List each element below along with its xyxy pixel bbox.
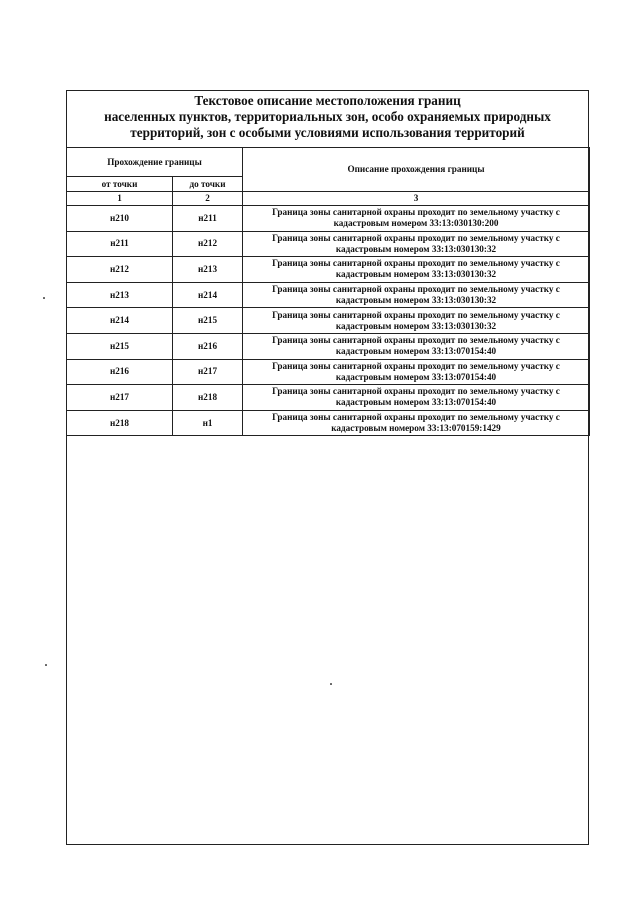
description-cell — [243, 385, 590, 411]
to-point-cell: н215 — [173, 308, 243, 334]
table-row — [67, 206, 590, 232]
from-point-cell: н215 — [67, 333, 173, 359]
description-text: кадастровым номером 33:13:030130:32 — [335, 269, 497, 280]
from-point-cell: н210 — [67, 206, 173, 232]
table-row — [67, 359, 590, 385]
column-number: 1 — [67, 192, 173, 206]
description-text: кадастровым номером 33:13:070154:40 — [335, 346, 497, 357]
description-text: кадастровым номером 33:13:070159:1429 — [331, 423, 501, 434]
description-cell — [243, 231, 590, 257]
description-cell — [243, 206, 590, 232]
description-cell — [243, 410, 590, 436]
to-point-cell: н218 — [173, 385, 243, 411]
to-point-cell: н212 — [173, 231, 243, 257]
header-description: Описание прохождения границы — [243, 148, 590, 192]
description-text: кадастровым номером 33:13:070154:40 — [335, 371, 497, 382]
to-point-cell: н217 — [173, 359, 243, 385]
to-point-cell: н214 — [173, 282, 243, 308]
title-line: населенных пунктов, территориальных зон, особо охраняемых природных — [104, 109, 551, 124]
description-text: Граница зоны санитарной охраны проходит по земельному участку с — [272, 258, 560, 269]
description-text: Граница зоны санитарной охраны проходит по земельному участку с — [272, 309, 560, 320]
description-text: кадастровым номером 33:13:070154:40 — [335, 397, 497, 408]
description-cell — [243, 257, 590, 283]
table-row — [67, 231, 590, 257]
from-point-cell: н214 — [67, 308, 173, 334]
description-text: Граница зоны санитарной охраны проходит по земельному участку с — [272, 360, 560, 371]
from-point-cell: н217 — [67, 385, 173, 411]
header-boundary-passage: Прохождение границы — [67, 148, 243, 177]
header-from-point: от точки — [67, 177, 173, 192]
table-row — [67, 333, 590, 359]
table-row — [67, 385, 590, 411]
description-cell — [243, 359, 590, 385]
to-point-cell: н213 — [173, 257, 243, 283]
table-row — [67, 308, 590, 334]
table-row — [67, 257, 590, 283]
title-line: территорий, зон с особыми условиями использования территорий — [130, 125, 525, 140]
column-number: 2 — [173, 192, 243, 206]
description-text: Граница зоны санитарной охраны проходит по земельному участку с — [272, 386, 560, 397]
description-text: кадастровым номером 33:13:030130:32 — [335, 295, 497, 306]
description-cell — [243, 333, 590, 359]
to-point-cell: н211 — [173, 206, 243, 232]
description-cell — [243, 282, 590, 308]
from-point-cell: н216 — [67, 359, 173, 385]
description-text: Граница зоны санитарной охраны проходит по земельному участку с — [272, 335, 560, 346]
description-text: Граница зоны санитарной охраны проходит по земельному участку с — [272, 232, 560, 243]
column-number: 3 — [243, 192, 590, 206]
document-frame — [66, 90, 589, 845]
description-text: Граница зоны санитарной охраны проходит по земельному участку с — [272, 284, 560, 295]
column-number-row — [67, 192, 590, 206]
table-row — [67, 410, 590, 436]
table-row — [67, 282, 590, 308]
scan-speck — [43, 297, 45, 299]
to-point-cell: н1 — [173, 410, 243, 436]
description-text: Граница зоны санитарной охраны проходит по земельному участку с — [272, 207, 560, 218]
header-row — [67, 148, 590, 177]
to-point-cell: н216 — [173, 333, 243, 359]
title-line: Текстовое описание местоположения границ — [194, 93, 461, 108]
description-cell — [243, 308, 590, 334]
description-text: Граница зоны санитарной охраны проходит по земельному участку с — [272, 412, 560, 423]
description-text: кадастровым номером 33:13:030130:200 — [333, 218, 499, 229]
from-point-cell: н212 — [67, 257, 173, 283]
from-point-cell: н218 — [67, 410, 173, 436]
header-to-point: до точки — [173, 177, 243, 192]
from-point-cell: н213 — [67, 282, 173, 308]
scan-speck — [45, 664, 47, 666]
boundary-table — [66, 147, 590, 436]
from-point-cell: н211 — [67, 231, 173, 257]
description-text: кадастровым номером 33:13:030130:32 — [335, 243, 497, 254]
description-text: кадастровым номером 33:13:030130:32 — [335, 320, 497, 331]
document-title — [67, 93, 588, 141]
